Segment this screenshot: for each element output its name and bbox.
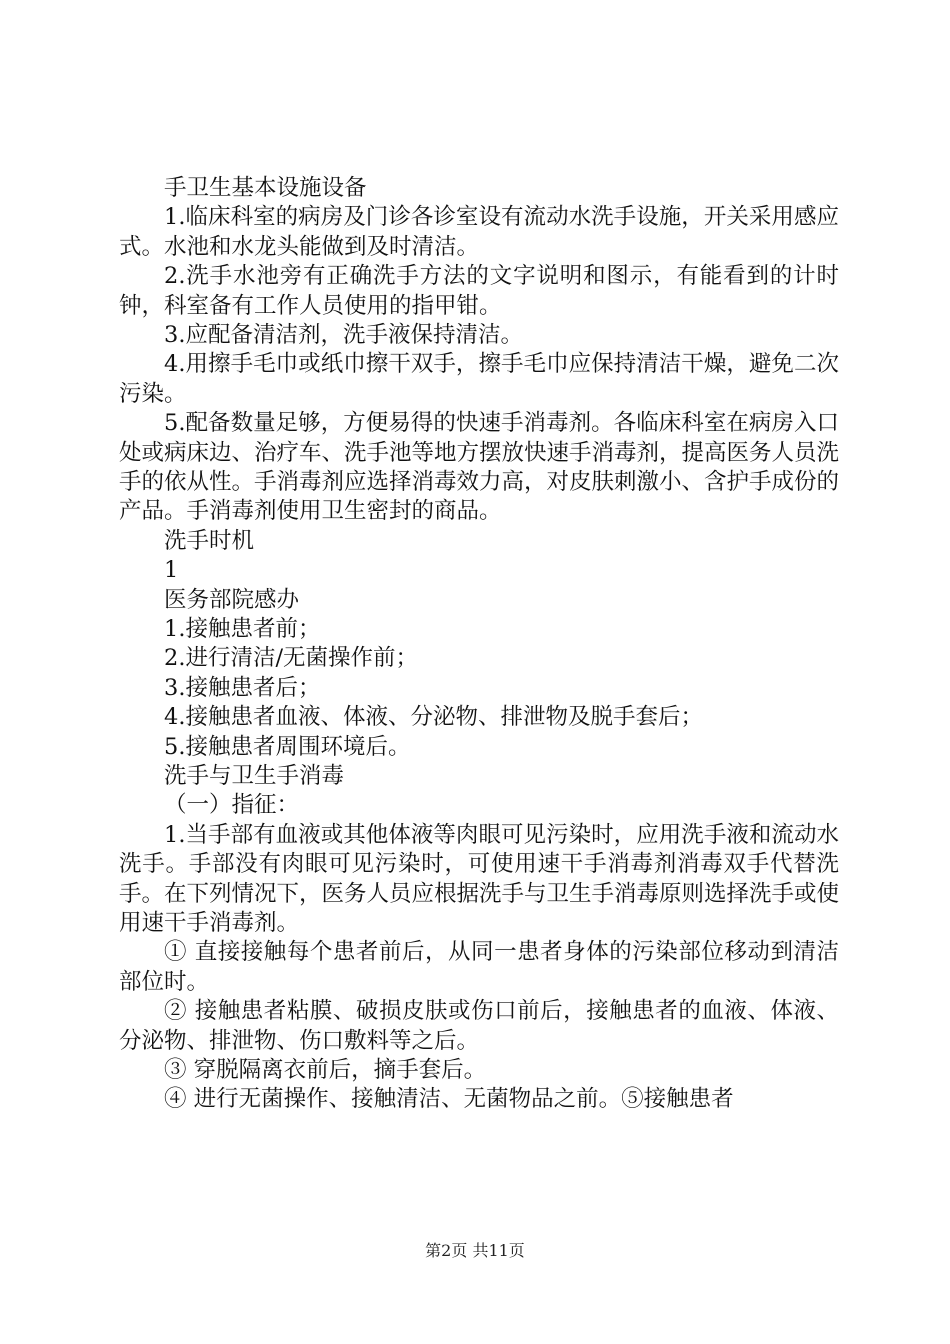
facility-item-2: 2.洗手水池旁有正确洗手方法的文字说明和图示，有能看到的计时钟，科室备有工作人员使用的指甲钳。 [119, 263, 839, 319]
timing-item-1: 1.接触患者前； [164, 616, 321, 643]
indication-item-3: ② 接触患者粘膜、破损皮肤或伤口前后，接触患者的血液、体液、分泌物、排泄物、伤口敷料等之后。 [119, 998, 839, 1054]
facility-item-3: 3.应配备清洁剂，洗手液保持清洁。 [164, 322, 523, 349]
page-footer: 第2页 共11页 [425, 1241, 525, 1260]
facility-item-4: 4.用擦手毛巾或纸巾擦干双手，擦手毛巾应保持清洁干燥，避免二次污染。 [119, 351, 839, 407]
page-marker: 1 [164, 557, 179, 584]
timing-item-2: 2.进行清洁/无菌操作前； [164, 645, 419, 672]
section-heading-timing: 洗手时机 [164, 527, 255, 554]
subheading-indications: （一）指征： [164, 792, 300, 819]
timing-item-3: 3.接触患者后； [164, 674, 321, 701]
section-heading-handwash: 洗手与卫生手消毒 [164, 762, 345, 789]
department-name: 医务部院感办 [164, 586, 300, 613]
facility-item-1: 1.临床科室的病房及门诊各诊室设有流动水洗手设施，开关采用感应式。水池和水龙头能做到及时清洁。 [119, 204, 839, 260]
indication-item-2: ① 直接接触每个患者前后，从同一患者身体的污染部位移动到清洁部位时。 [119, 939, 839, 995]
section-heading-facilities: 手卫生基本设施设备 [164, 175, 367, 201]
facility-item-5: 5.配备数量足够，方便易得的快速手消毒剂。各临床科室在病房入口处或病床边、治疗车、洗手池等地方摆放快速手消毒剂，提高医务人员洗手的依从性。手消毒剂应选择消毒效力高，对皮肤刺激小、含护手成份的产品。手消毒剂使用卫生密封的商品。 [119, 410, 840, 525]
indication-item-1: 1.当手部有血液或其他体液等肉眼可见污染时，应用洗手液和流动水洗手。手部没有肉眼可见污染时，可使用速干手消毒剂消毒双手代替洗手。在下列情况下，医务人员应根据洗手与卫生手消毒原则选择洗手或使用速干手消毒剂。 [119, 821, 840, 936]
indication-item-5: ④ 进行无菌操作、接触清洁、无菌物品之前。⑤接触患者 [164, 1086, 734, 1113]
indication-item-4: ③ 穿脱隔离衣前后，摘手套后。 [164, 1057, 487, 1084]
timing-item-5: 5.接触患者周围环境后。 [164, 733, 411, 760]
timing-item-4: 4.接触患者血液、体液、分泌物、排泄物及脱手套后； [164, 704, 703, 731]
document-body [119, 174, 839, 1115]
